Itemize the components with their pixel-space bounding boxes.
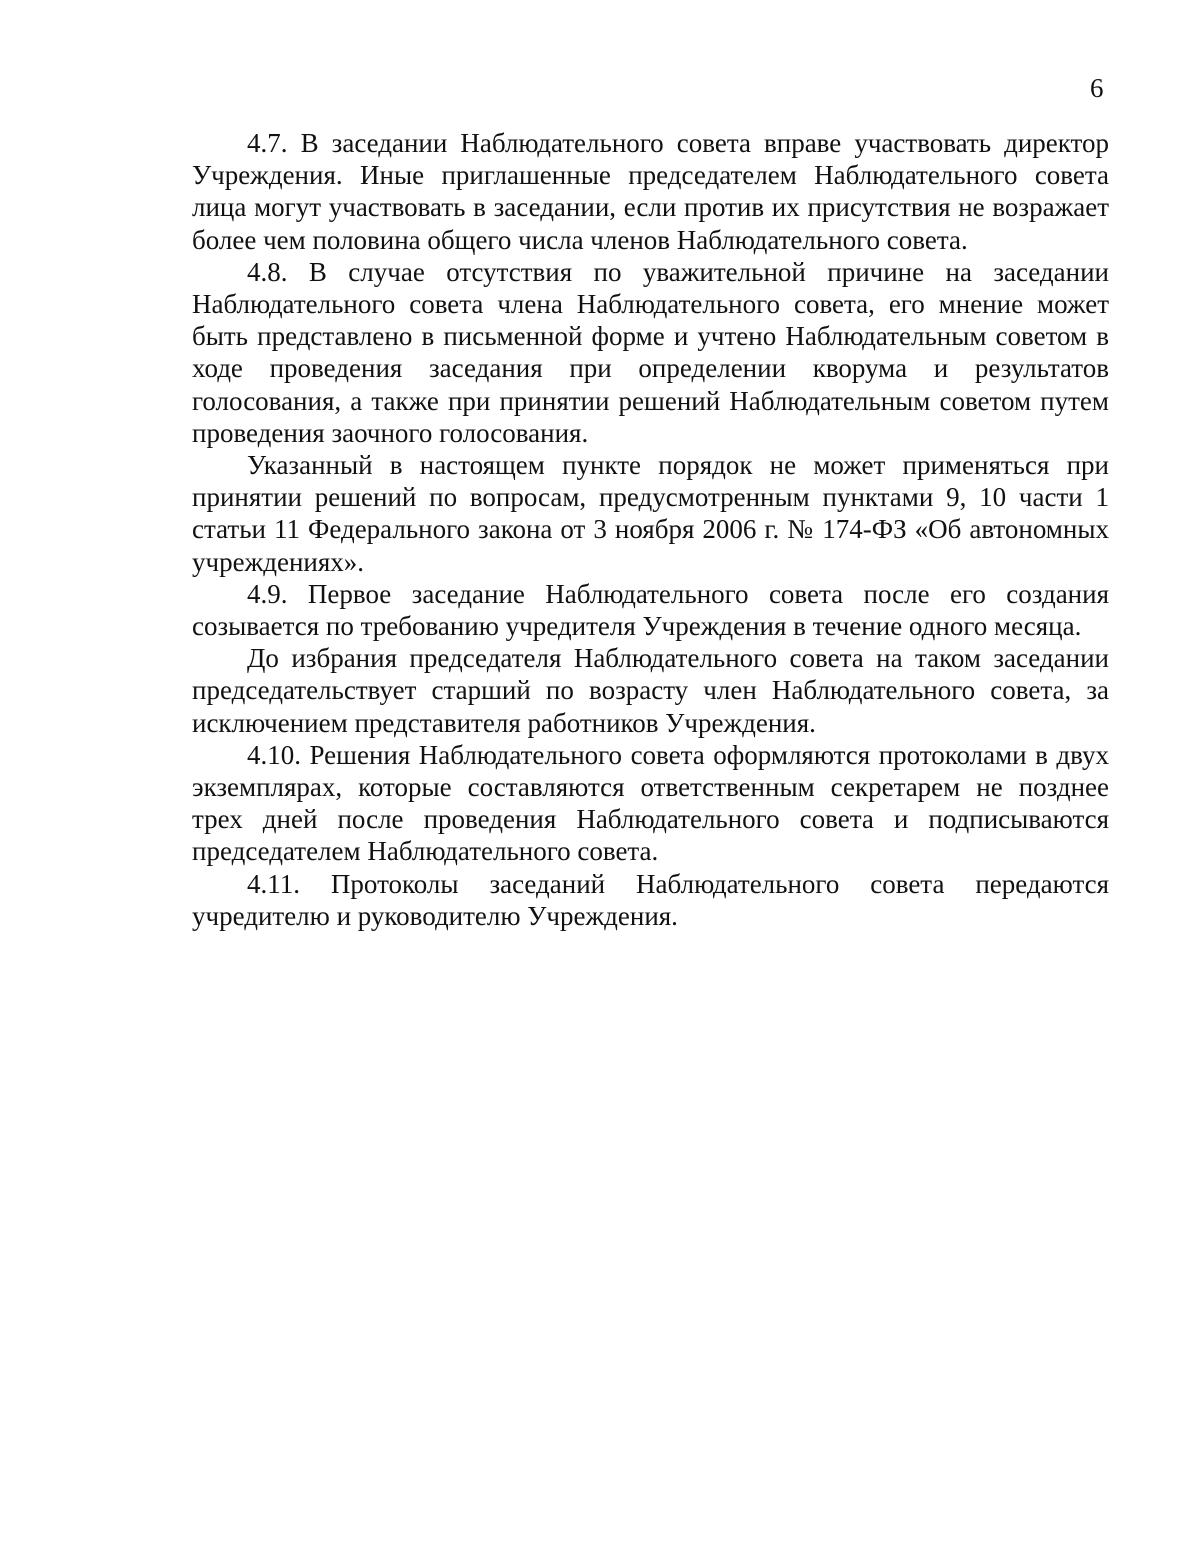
document-body [192,127,1109,932]
paragraph-4-7: 4.7. В заседании Наблюдательного совета вправе участвовать директор Учреждения. Иные приглашенные председателем Наблюдательного совета лица могут участвовать в заседании, если против их присутствия не возражает более чем половина общего числа членов Наблюдательного совета. [192,128,1109,255]
page-number: 6 [1090,73,1104,103]
paragraph-4-10: 4.10. Решения Наблюдательного совета оформляются протоколами в двух экземплярах, которые составляются ответственным секретарем не позднее трех дней после проведения Наблюдательного совета и подписываются председателем Наблюдательного совета. [192,739,1109,867]
paragraph-4-9-chair: До избрания председателя Наблюдательного совета на таком заседании председательствует старший по возрасту член Наблюдательного совета, за исключением представителя работников Учреждения. [192,643,1109,738]
paragraph-4-9: 4.9. Первое заседание Наблюдательного совета после его создания созывается по требованию учредителя Учреждения в течение одного месяца. [192,578,1109,642]
paragraph-4-8: 4.8. В случае отсутствия по уважительной причине на заседании Наблюдательного совета члена Наблюдательного совета, его мнение может быть представлено в письменной форме и учтено Наблюдательным советом в ходе проведения заседания при определении кворума и результатов голосования, а также при принятии решений Наблюдательным советом путем проведения заочного голосования. [192,256,1109,448]
paragraph-4-8-exception: Указанный в настоящем пункте порядок не может применяться при принятии решений по вопросам, предусмотренным пунктами 9, 10 части 1 статьи 11 Федерального закона от 3 ноября 2006 г. № 174-ФЗ «Об автономных учреждениях». [192,450,1109,577]
paragraph-4-11: 4.11. Протоколы заседаний Наблюдательного совета передаются учредителю и руководителю Учреждения. [192,868,1109,931]
